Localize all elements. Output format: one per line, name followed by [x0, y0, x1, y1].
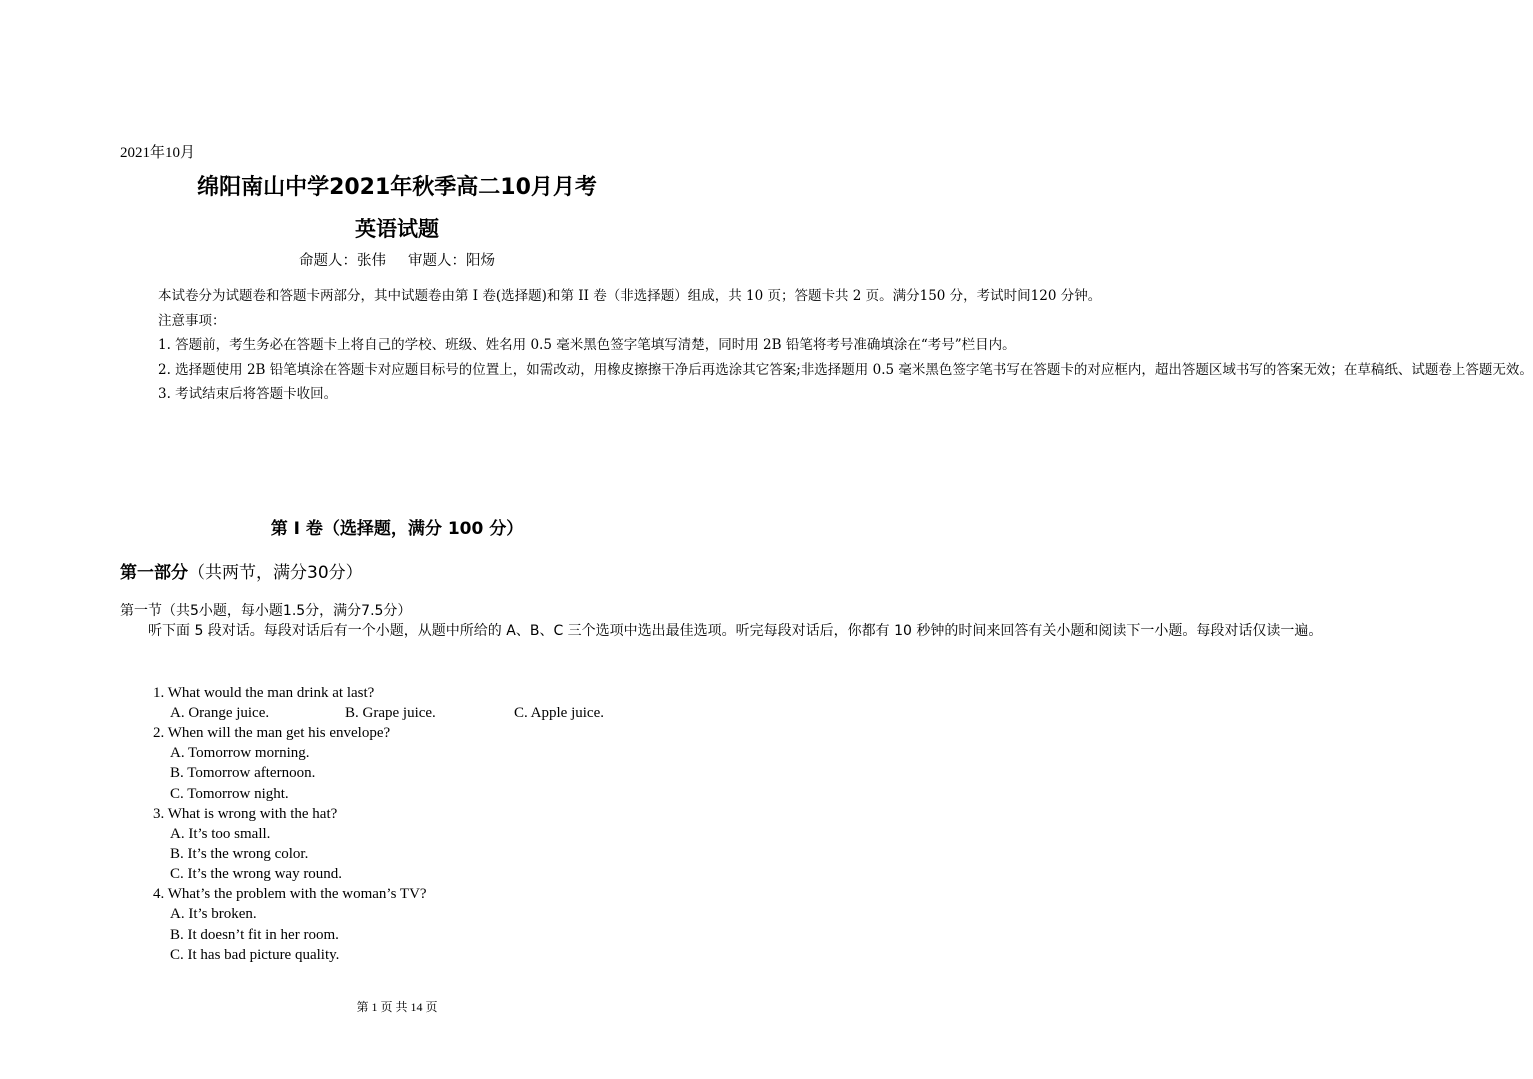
- exam-subtitle: 英语试题: [355, 217, 439, 241]
- section-title: 第一节（共5小题，每小题1.5分，满分7.5分）: [120, 603, 412, 619]
- part-heading: [120, 558, 363, 583]
- question-option: C. It has bad picture quality.: [170, 947, 340, 963]
- volume-title: 第 I 卷（选择题，满分 100 分）: [270, 519, 524, 539]
- part-note: （共两节，满分30分）: [188, 563, 363, 583]
- notice-item-3: 3. 考试结束后将答题卡收回。: [158, 386, 338, 402]
- question-option: A. Tomorrow morning.: [170, 745, 310, 761]
- question-stem: 3. What is wrong with the hat?: [153, 806, 338, 822]
- notice-heading: 注意事项：: [158, 312, 226, 329]
- question-option: A. Orange juice.: [170, 705, 270, 721]
- notice-intro: 本试卷分为试题卷和答题卡两部分，其中试题卷由第 I 卷(选择题)和第 II 卷（非选择题）组成，共 10 页；答题卡共 2 页。满分150 分，考试时间120 分钟。: [158, 288, 1102, 304]
- notice-item-1: 1. 答题前，考生务必在答题卡上将自己的学校、班级、姓名用 0.5 毫米黑色签字笔填写清楚，同时用 2B 铅笔将考号准确填涂在“考号”栏目内。: [158, 337, 1016, 353]
- notice-item-2: 2. 选择题使用 2B 铅笔填涂在答题卡对应题目标号的位置上，如需改动，用橡皮擦擦干净后再选涂其它答案;非选择题用 0.5 毫米黑色签字笔书写在答题卡的对应框内，超出答题区域书写的答案无效；在草稿纸、试题卷上答题无效。: [158, 361, 1533, 378]
- question-stem: 1. What would the man drink at last?: [153, 685, 375, 701]
- notice-block: [130, 284, 1533, 407]
- question-option: C. Apple juice.: [514, 705, 604, 721]
- question-option: C. Tomorrow night.: [170, 786, 289, 802]
- exam-title: 绵阳南山中学2021年秋季高二10月月考: [197, 175, 597, 200]
- section-instruction-block: [120, 621, 1323, 642]
- question-option: B. Grape juice.: [345, 705, 436, 721]
- question-option: C. It’s the wrong way round.: [170, 866, 343, 882]
- question-option: B. It’s the wrong color.: [170, 846, 309, 862]
- question-option: B. It doesn’t fit in her room.: [170, 927, 339, 943]
- question-option: A. It’s too small.: [170, 826, 271, 842]
- reviewer-name: 审题人：阳炀: [408, 253, 495, 269]
- setter-name: 命题人：张伟: [299, 253, 386, 269]
- question-stem: 2. When will the man get his envelope?: [153, 725, 391, 741]
- section-instruction: 听下面 5 段对话。每段对话后有一个小题，从题中所给的 A、B、C 三个选项中选出最佳选项。听完每段对话后，你都有 10 秒钟的时间来回答有关小题和阅读下一小题。每段对话仅读一遍。: [148, 623, 1323, 639]
- page-footer: 第 1 页 共 14 页: [356, 1000, 438, 1014]
- question-stem: 4. What’s the problem with the woman’s TV?: [153, 886, 427, 902]
- authors-line: [0, 249, 794, 270]
- exam-date: 2021年10月: [120, 145, 196, 161]
- question-option: B. Tomorrow afternoon.: [170, 765, 316, 781]
- question-option: A. It’s broken.: [170, 906, 257, 922]
- part-title: 第一部分: [120, 563, 188, 583]
